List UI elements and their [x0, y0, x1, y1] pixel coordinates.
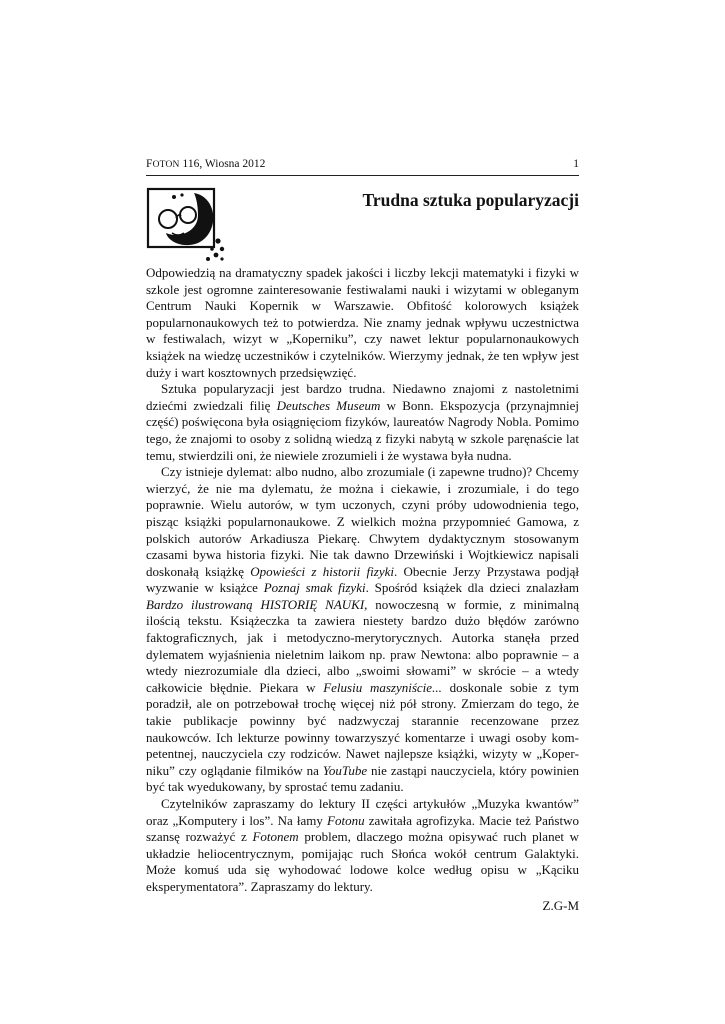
- running-header: [146, 157, 579, 176]
- paragraph-3: Czy istnieje dylemat: albo nudno, albo zrozumiale (i zapewne trudno)? Chcemy wierzyć, że nie ma dylematu, że można i ciekawie, i zrozumiale, i do tego poprawnie. Wielu autorów, w tym uczonych, czyni próby udowodnienia tego, pisząc książki popularnonaukowe. Z wielkich można przypomnieć Gamowa, z polskich autorów Arkadiusza Piekarę. Chwytem dydaktycznym stosowanym czasami bywa historia fizyki. Nie tak dawno Drzewiński i Wojtkiewicz napisali doskonałą książkę Opowieści z historii fizyki. Obecnie Jerzy Przystawa podjął wyzwanie w książce Poznaj smak fizyki. Spośród książek dla dzieci znalazłam Bardzo ilustrowaną HISTORIĘ NAUKI, nowoczesną w formie, z minimalną ilością tekstu. Książeczka ta zawiera niestety bardzo dużo błędów zarówno faktograficznych, jak i metodyczno-merytorycznych. Autorka stanęła przed dylematem wyjaśnienia nieletnim laikom np. praw Newtona: albo poprawnie – a wtedy niezrozumiale dla dzieci, albo „swoimi słowami” w skrócie – a wtedy całkowicie błędnie. Piekara w Felusiu maszyniście... doskonale sobie z tym poradził, ale on potrzebował trochę więcej niż pół strony. Zmierzam do tego, że takie publikacje powinny być nadzwyczaj starannie recenzowane przez naukowców. Ich lekturze powinny towarzyszyć komentarze i uwagi osoby kompetentnej, nauczyciela czy rodziców. Nawet najlepsze książki, wizyty w „Koperniku” czy oglądanie filmików na YouTube nie zastąpi nauczyciela, który powinien być tak wyedukowany, by sprostać temu zadaniu.: [146, 464, 580, 795]
- author-signature: Z.G-M: [542, 897, 579, 913]
- page-number: 1: [573, 158, 579, 170]
- journal-name: FOTON: [146, 158, 180, 170]
- foton-logo-icon: [146, 183, 226, 263]
- paragraph-1: Odpowiedzią na dramatyczny spadek jakości i liczby lekcji matematyki i fizyki w szkole jest ogromne zainteresowanie festiwalami nauki i wizytami w obleganym Centrum Nauki Kopernik w Warszawie. Obfitość kolorowych książek popularnonaukowych też to potwierdza. Nie znamy jednak wpływu uczestnictwa w festiwalach, wizyt w „Koperniku”, czy nawet lektur popularnonaukowych książek na wiedzę uczestników i czytelników. Wierzymy jednak, że ten wpływ jest duży i wart kosztownych przedsięwzięć.: [146, 265, 579, 380]
- paragraph-2: Sztuka popularyzacji jest bardzo trudna. Niedawno znajomi z nastoletnimi dziećmi zwiedzali filię Deutsches Museum w Bonn. Ekspozycja (przynajmniej część) poświęcona była osiągnięciom fizyków, laureatów Nagrody Nobla. Pomimo tego, że znajomi to osoby z solidną wiedzą z fizyki nabytą w szkole paręnaście lat temu, stwierdzili oni, że niewiele zrozumieli i że wystawa była nudna.: [146, 381, 579, 463]
- article-body: [146, 265, 579, 914]
- article-title: Trudna sztuka popularyzacji: [362, 190, 579, 210]
- paragraph-4: Czytelników zapraszamy do lektury II części artykułów „Muzyka kwantów” oraz „Komputery i los”. Na łamy Fotonu zawitała agrofizyka. Macie też Państwo szansę rozważyć z Fotonem problem, dlaczego można opisywać ruch planet w układzie heliocentrycznym, pomijając ruch Słońca wokół centrum Galaktyki. Może komuś uda się wyhodować lodowe kolce według opisu w „Kąciku eksperymentatora”. Zapraszamy do lektury.: [146, 796, 579, 894]
- issue-info: 116, Wiosna 2012: [179, 158, 266, 170]
